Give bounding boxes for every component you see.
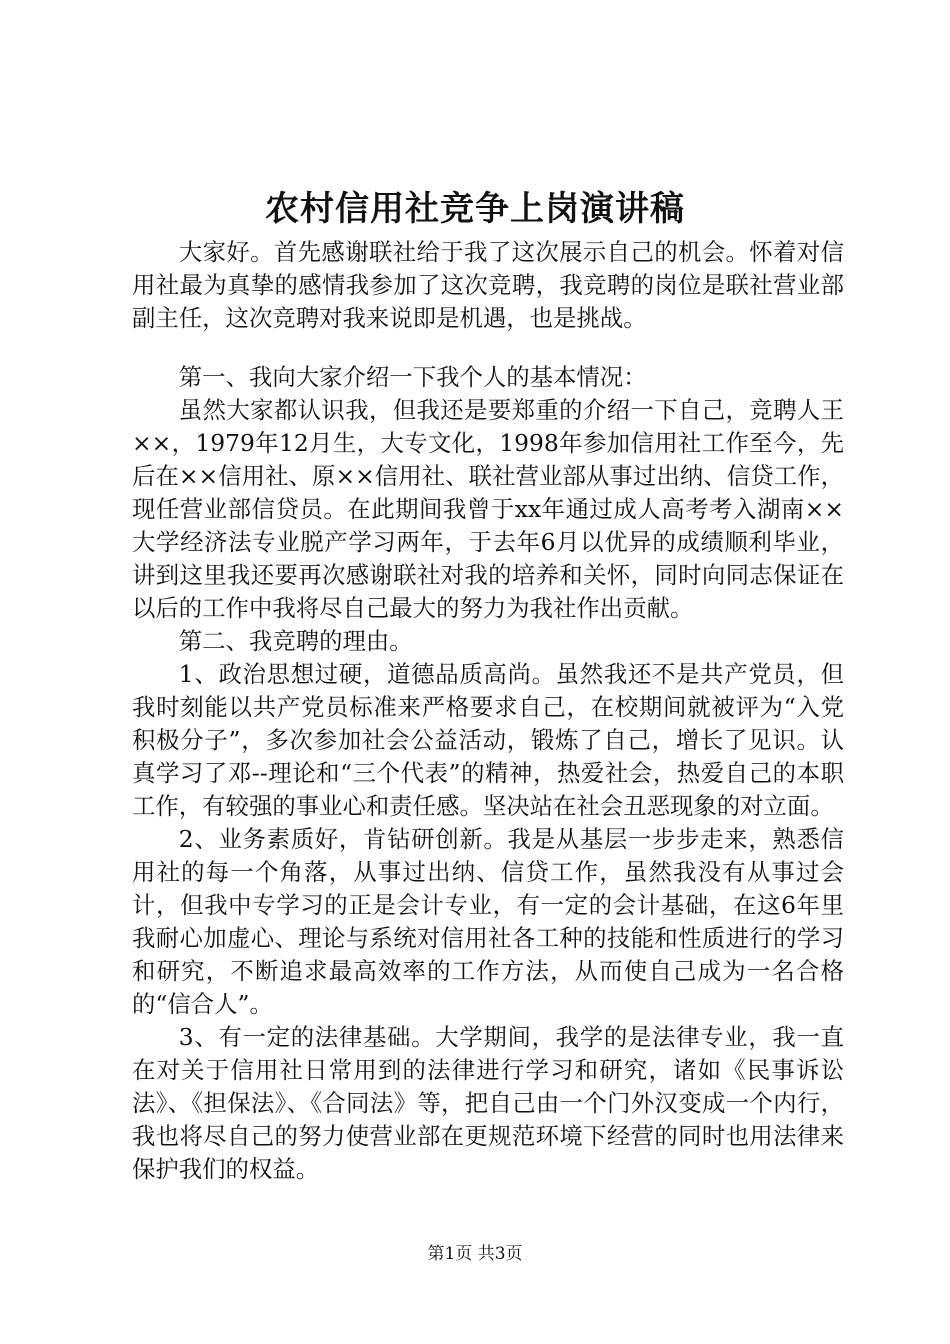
paragraph-greeting: 大家好。首先感谢联社给于我了这次展示自己的机会。怀着对信用社最为真挚的感情我参加了这次竞聘，我竞聘的岗位是联社营业部副主任，这次竞聘对我来说即是机遇，也是挑战。 (132, 238, 844, 332)
paragraph-reason-3: 3、有一定的法律基础。大学期间，我学的是法律专业，我一直在对关于信用社日常用到的法律进行学习和研究，诸如《民事诉讼法》、《担保法》、《合同法》等，把自己由一个门外汉变成一个内行，我也将尽自己的努力使营业部在更规范环境下经营的同时也用法律来保护我们的权益。 (132, 1023, 844, 1183)
page-footer: 第1页 共3页 (427, 1244, 523, 1264)
paragraph-section-two-heading: 第二、我竞聘的理由。 (178, 627, 413, 655)
paragraph-section-one-heading: 第一、我向大家介绍一下我个人的基本情况： (178, 363, 647, 391)
paragraph-reason-2: 2、业务素质好，肯钻研创新。我是从基层一步步走来，熟悉信用社的每一个角落，从事过出纳、信贷工作，虽然我没有从事过会计，但我中专学习的正是会计专业，有一定的会计基础，在这6年里我耐心加虚心、理论与系统对信用社各工种的技能和性质进行的学习和研究，不断追求最高效率的工作方法，从而使自己成为一名合格的“信合人”。 (132, 825, 844, 1018)
paragraph-personal-info: 虽然大家都认识我，但我还是要郑重的介绍一下自己，竞聘人王××，1979年12月生，大专文化，1998年参加信用社工作至今，先后在××信用社、原××信用社、联社营业部从事过出纳、信贷工作，现任营业部信贷员。在此期间我曾于xx年通过成人高考考入湖南××大学经济法专业脱产学习两年，于去年6月以优异的成绩顺利毕业，讲到这里我还要再次感谢联社对我的培养和关怀，同时向同志保证在以后的工作中我将尽自己最大的努力为我社作出贡献。 (132, 396, 844, 622)
document-body (132, 236, 844, 1186)
paragraph-reason-1: 1、政治思想过硬，道德品质高尚。虽然我还不是共产党员，但我时刻能以共产党员标准来严格要求自己，在校期间就被评为“入党积极分子”，多次参加社会公益活动，锻炼了自己，增长了见识。认真学习了邓--理论和“三个代表”的精神，热爱社会，热爱自己的本职工作，有较强的事业心和责任感。坚决站在社会丑恶现象的对立面。 (132, 660, 844, 820)
document-title: 农村信用社竞争上岗演讲稿 (265, 189, 685, 229)
